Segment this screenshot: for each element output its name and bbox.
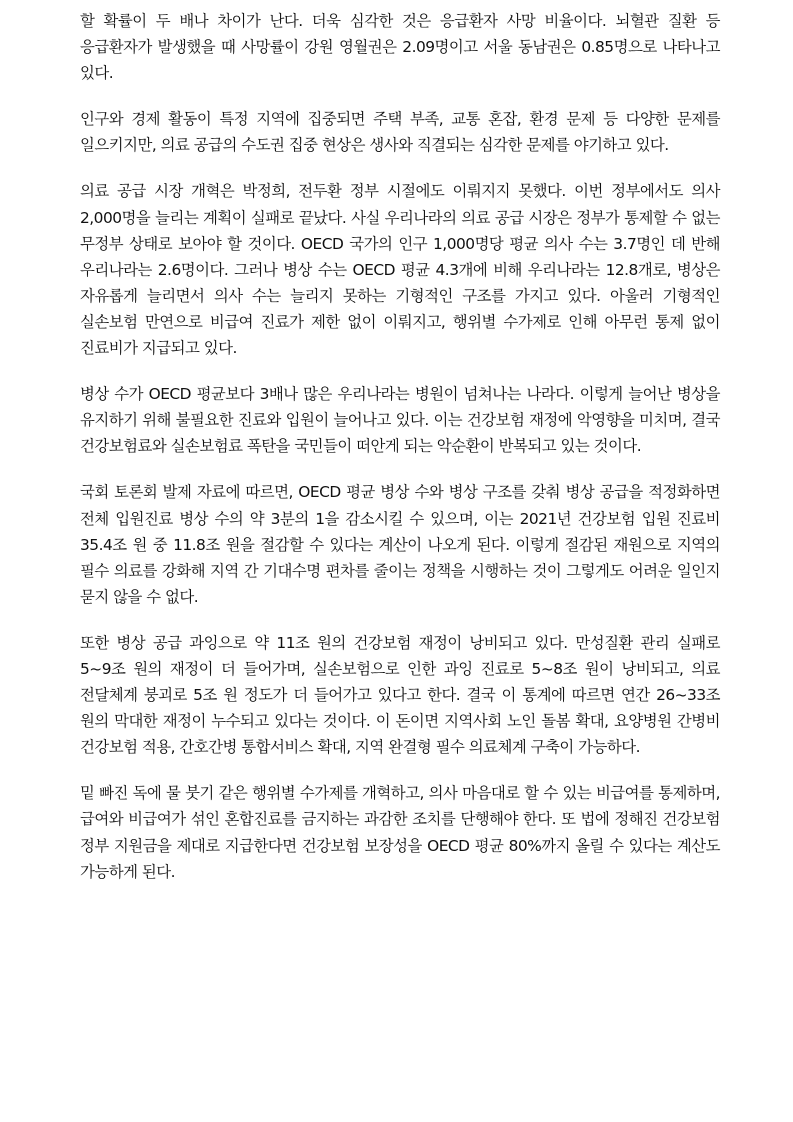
paragraph-1: 할 확률이 두 배나 차이가 난다. 더욱 심각한 것은 응급환자 사망 비율이다. 뇌혈관 질환 등 응급환자가 발생했을 때 사망률이 강원 영월권은 2.09명이고 서울 동남권은 0.85명으로 나타나고 있다. bbox=[80, 12, 720, 83]
article-body bbox=[80, 0, 720, 905]
paragraph-5: 국회 토론회 발제 자료에 따르면, OECD 평균 병상 수와 병상 구조를 갖춰 병상 공급을 적정화하면 전체 입원진료 병상 수의 약 3분의 1을 감소시킬 수 있으며, 이는 2021년 건강보험 입원 진료비 35.4조 원 중 11.8조 원을 절감할 수 있다는 계산이 나오게 된다. 이렇게 절감된 재원으로 지역의 필수 의료를 강화해 지역 간 기대수명 편차를 줄이는 정책을 시행하는 것이 그렇게도 어려운 일인지 묻지 않을 수 없다. bbox=[80, 483, 720, 606]
paragraph-2: 인구와 경제 활동이 특정 지역에 집중되면 주택 부족, 교통 혼잡, 환경 문제 등 다양한 문제를 일으키지만, 의료 공급의 수도권 집중 현상은 생사와 직결되는 심각한 문제를 야기하고 있다. bbox=[80, 110, 720, 155]
paragraph-6: 또한 병상 공급 과잉으로 약 11조 원의 건강보험 재정이 낭비되고 있다. 만성질환 관리 실패로 5~9조 원의 재정이 더 들어가며, 실손보험으로 인한 과잉 진료로 5~8조 원이 낭비되고, 의료 전달체계 붕괴로 5조 원 정도가 더 들어가고 있다고 한다. 결국 이 통계에 따르면 연간 26~33조 원의 막대한 재정이 누수되고 있다는 것이다. 이 돈이면 지역사회 노인 돌봄 확대, 요양병원 간병비 건강보험 적용, 간호간병 통합서비스 확대, 지역 완결형 필수 의료체계 구축이 가능하다. bbox=[80, 633, 720, 757]
paragraph-7: 밑 빠진 독에 물 붓기 같은 행위별 수가제를 개혁하고, 의사 마음대로 할 수 있는 비급여를 통제하며, 급여와 비급여가 섞인 혼합진료를 금지하는 과감한 조치를 단행해야 한다. 또 법에 정해진 건강보험 정부 지원금을 제대로 지급한다면 건강보험 보장성을 OECD 평균 80%까지 올릴 수 있다는 계산도 가능하게 된다. bbox=[80, 784, 720, 881]
paragraph-4: 병상 수가 OECD 평균보다 3배나 많은 우리나라는 병원이 넘쳐나는 나라다. 이렇게 늘어난 병상을 유지하기 위해 불필요한 진료와 입원이 늘어나고 있다. 이는 건강보험 재정에 악영향을 미치며, 결국 건강보험료와 실손보험료 폭탄을 국민들이 떠안게 되는 악순환이 반복되고 있는 것이다. bbox=[80, 385, 720, 456]
paragraph-3: 의료 공급 시장 개혁은 박정희, 전두환 정부 시절에도 이뤄지지 못했다. 이번 정부에서도 의사 2,000명을 늘리는 계획이 실패로 끝났다. 사실 우리나라의 의료 공급 시장은 정부가 통제할 수 없는 무정부 상태로 보아야 할 것이다. OECD 국가의 인구 1,000명당 평균 의사 수는 3.7명인 데 반해 우리나라는 2.6명이다. 그러나 병상 수는 OECD 평균 4.3개에 비해 우리나라는 12.8개로, 병상은 자유롭게 늘리면서 의사 수는 늘리지 못하는 기형적인 구조를 가지고 있다. 아울러 기형적인 실손보험 만연으로 비급여 진료가 제한 없이 이뤄지고, 행위별 수가제로 인해 아무런 통제 없이 진료비가 지급되고 있다. bbox=[80, 182, 720, 358]
